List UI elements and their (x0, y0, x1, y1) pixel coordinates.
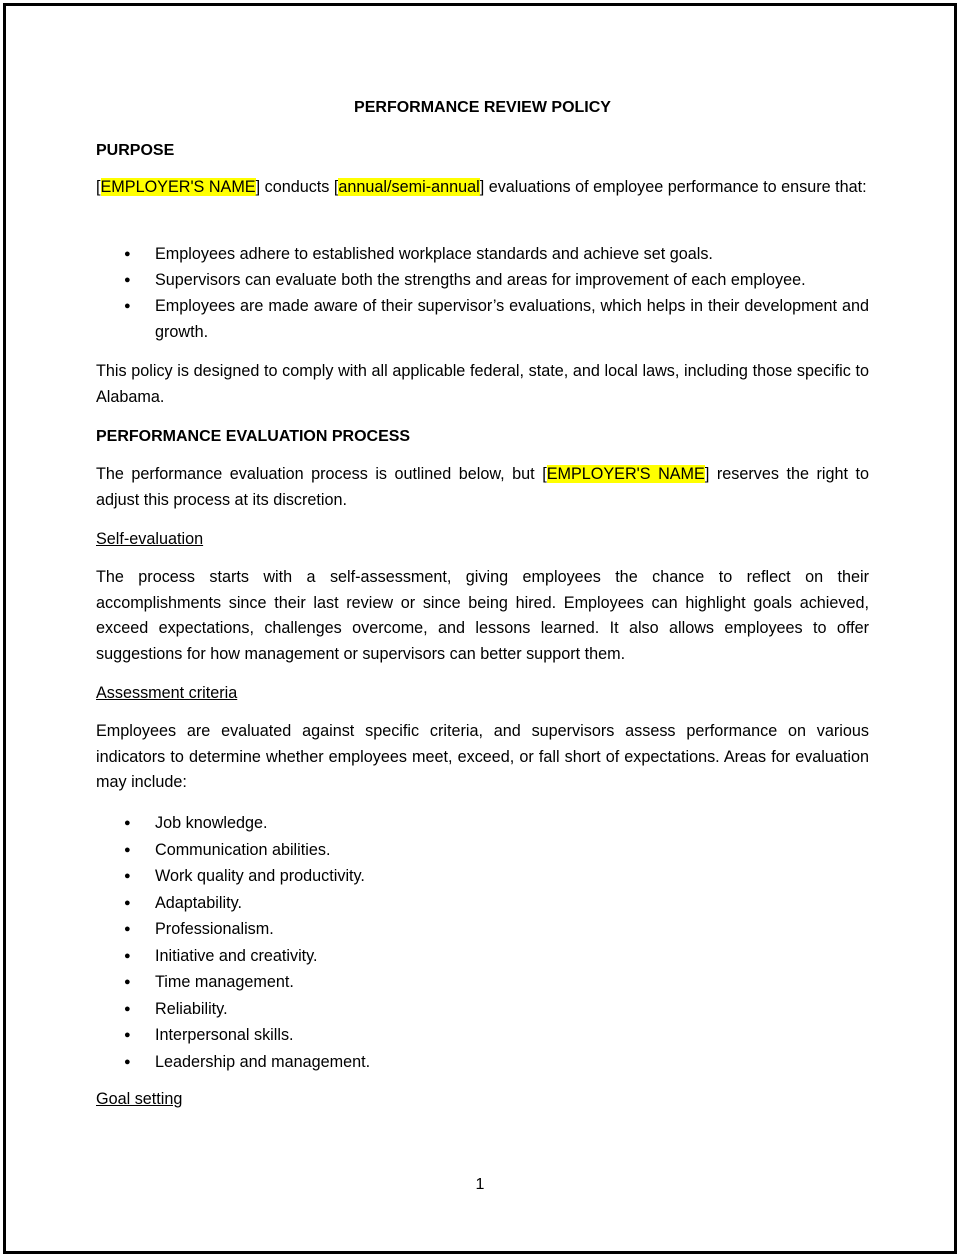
list-item: ● Supervisors can evaluate both the strengths and areas for improvement of each employee. (96, 267, 869, 293)
frequency-placeholder: annual/semi-annual (338, 178, 480, 196)
purpose-bullet-list (96, 241, 869, 345)
goal-setting-heading: Goal setting (96, 1090, 183, 1108)
purpose-intro-text-2: evaluations of employee performance to ensure that: (484, 178, 867, 196)
document-page (3, 3, 957, 1254)
list-item: ● Communication abilities. (96, 837, 869, 864)
purpose-heading: PURPOSE (96, 142, 175, 159)
compliance-paragraph: This policy is designed to comply with all applicable federal, state, and local laws, including those specific to Alabama. (96, 362, 869, 406)
process-intro-text-1: The performance evaluation process is outlined below, but (96, 465, 543, 483)
list-item: ● Time management. (96, 969, 869, 996)
page-number: 1 (475, 1176, 485, 1193)
purpose-intro: [EMPLOYER'S NAME] conducts [annual/semi-annual] evaluations of employee performance to ensure that: (96, 178, 867, 196)
employer-name-placeholder: EMPLOYER'S NAME (546, 465, 705, 483)
list-item: ● Adaptability. (96, 890, 869, 917)
list-item: ● Leadership and management. (96, 1049, 869, 1076)
process-intro-text-2: reserves the right to adjust this process at its discretion. (96, 465, 869, 509)
assessment-criteria-heading: Assessment criteria (96, 684, 238, 702)
process-heading: PERFORMANCE EVALUATION PROCESS (96, 428, 411, 445)
purpose-intro-text-1: conducts (260, 178, 334, 196)
criteria-bullet-list (96, 810, 869, 1075)
self-evaluation-paragraph: The process starts with a self-assessment, giving employees the chance to reflect on their accomplishments since their last review or since being hired. Employees can highlight goals achieved, exceed expectations, challenges overcome, and lessons learned. It also allows employees to offer suggestions for how management or supervisors can better support them. (96, 568, 869, 663)
self-evaluation-heading: Self-evaluation (96, 530, 204, 548)
process-intro: The performance evaluation process is outlined below, but [EMPLOYER'S NAME] reserves the right to adjust this process at its discretion. (96, 465, 869, 509)
list-item: ● Work quality and productivity. (96, 863, 869, 890)
list-item: ● Employees are made aware of their supervisor’s evaluations, which helps in their development and growth. (96, 293, 869, 345)
document-title: PERFORMANCE REVIEW POLICY (354, 99, 611, 116)
list-item: ● Employees adhere to established workplace standards and achieve set goals. (96, 241, 869, 267)
assessment-criteria-paragraph: Employees are evaluated against specific criteria, and supervisors assess performance on various indicators to determine whether employees meet, exceed, or fall short of expectations. Areas for evaluation may include: (96, 722, 869, 791)
list-item: ● Job knowledge. (96, 810, 869, 837)
list-item: ● Reliability. (96, 996, 869, 1023)
list-item: ● Interpersonal skills. (96, 1022, 869, 1049)
list-item: ● Initiative and creativity. (96, 943, 869, 970)
employer-name-placeholder: EMPLOYER'S NAME (100, 178, 256, 196)
list-item: ● Professionalism. (96, 916, 869, 943)
